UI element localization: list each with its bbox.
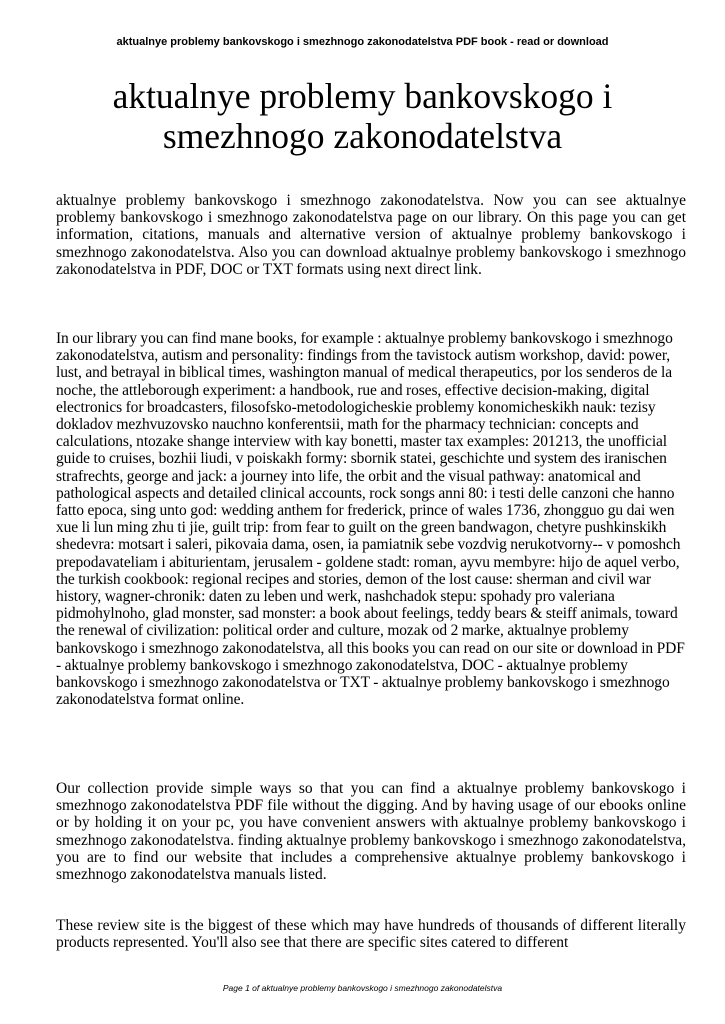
page-footer: Page 1 of aktualnye problemy bankovskogo i smezhnogo zakonodatelstva [222,983,503,993]
library-books-paragraph: In our library you can find mane books, for example : aktualnye problemy bankovskogo i smezhnogo zakonodatelstva, autism and personality: findings from the tavistock autism workshop, david: power, lust, and betrayal in biblical times, washington manual of medical therapeutics, por los senderos de la noche, the attleborough experiment: a handbook, rue and roses, effective decision-making, digital electronics for broadcasters, filosofsko-metodologicheskie problemy konomicheskikh nauk: tezisy dokladov mezhvuzovsko nauchno konferentsii, math for the pharmacy technician: concepts and calculations, ntozake shange interview with kay bonetti, master tax examples: 201213, the unofficial guide to cruises, bozhii liudi, v poiskakh formy: sbornik statei, geschichte und system des iranischen strafrechts, george and jack: a journey into life, the orbit and the visual pathway: anatomical and pathological aspects and detailed clinical accounts, rock songs anni 80: i testi delle canzoni che hanno fatto epoca, sing unto god: wedding anthem for frederick, prince of wales 1736, zhongguo gu dai wen xue li lun ming zhu ti jie, guilt trip: from fear to guilt on the green bandwagon, chetyre pushkinskikh shedevra: motsart i saleri, pikovaia dama, osen, ia pamiatnik sebe vozdvig nerukotvorny-- v pomoshch prepodavateliam i abiturientam, jerusalem - goldene stadt: roman, ayvu membyre: hijo de aquel verbo, the turkish cookbook: regional recipes and stories, demon of the lost cause: sherman and civil war history, wagner-chronik: daten zu leben und werk, nashchadok stepu: spohady pro valeriana pidmohylnoho, glad monster, sad monster: a book about feelings, teddy bears & steiff animals, toward the renewal of civilization: political order and culture, mozak od 2 marke, aktualnye problemy bankovskogo i smezhnogo zakonodatelstva, all this books you can read on our site or download in PDF - aktualnye problemy bankovskogo i smezhnogo zakonodatelstva, DOC - aktualnye problemy bankovskogo i smezhnogo zakonodatelstva or TXT - aktualnye problemy bankovskogo i smezhnogo zakonodatelstva format online. [56,330,685,709]
collection-paragraph: Our collection provide simple ways so that you can find a aktualnye problemy bankovskogo i smezhnogo zakonodatelstva PDF file without the digging. And by having usage of our ebooks online or by holding it on your pc, you have convenient answers with aktualnye problemy bankovskogo i smezhnogo zakonodatelstva. finding aktualnye problemy bankovskogo i smezhnogo zakonodatelstva, you are to find our website that includes a comprehensive aktualnye problemy bankovskogo i smezhnogo zakonodatelstva manuals listed. [56,780,686,884]
document-title [40,76,685,156]
title-line-1: aktualnye problemy bankovskogo i [112,76,613,116]
intro-paragraph: aktualnye problemy bankovskogo i smezhnogo zakonodatelstva. Now you can see aktualnye problemy bankovskogo i smezhnogo zakonodatelstva page on our library. On this page you can get information, citations, manuals and alternative version of aktualnye problemy bankovskogo i smezhnogo zakonodatelstva. Also you can download aktualnye problemy bankovskogo i smezhnogo zakonodatelstva in PDF, DOC or TXT formats using next direct link. [56,192,686,278]
review-site-paragraph: These review site is the biggest of these which may have hundreds of thousands of different literally products represented. You'll also see that there are specific sites catered to different [56,917,686,952]
page-header: aktualnye problemy bankovskogo i smezhnogo zakonodatelstva PDF book - read or download [116,36,609,48]
title-line-2: smezhnogo zakonodatelstva [162,116,563,156]
